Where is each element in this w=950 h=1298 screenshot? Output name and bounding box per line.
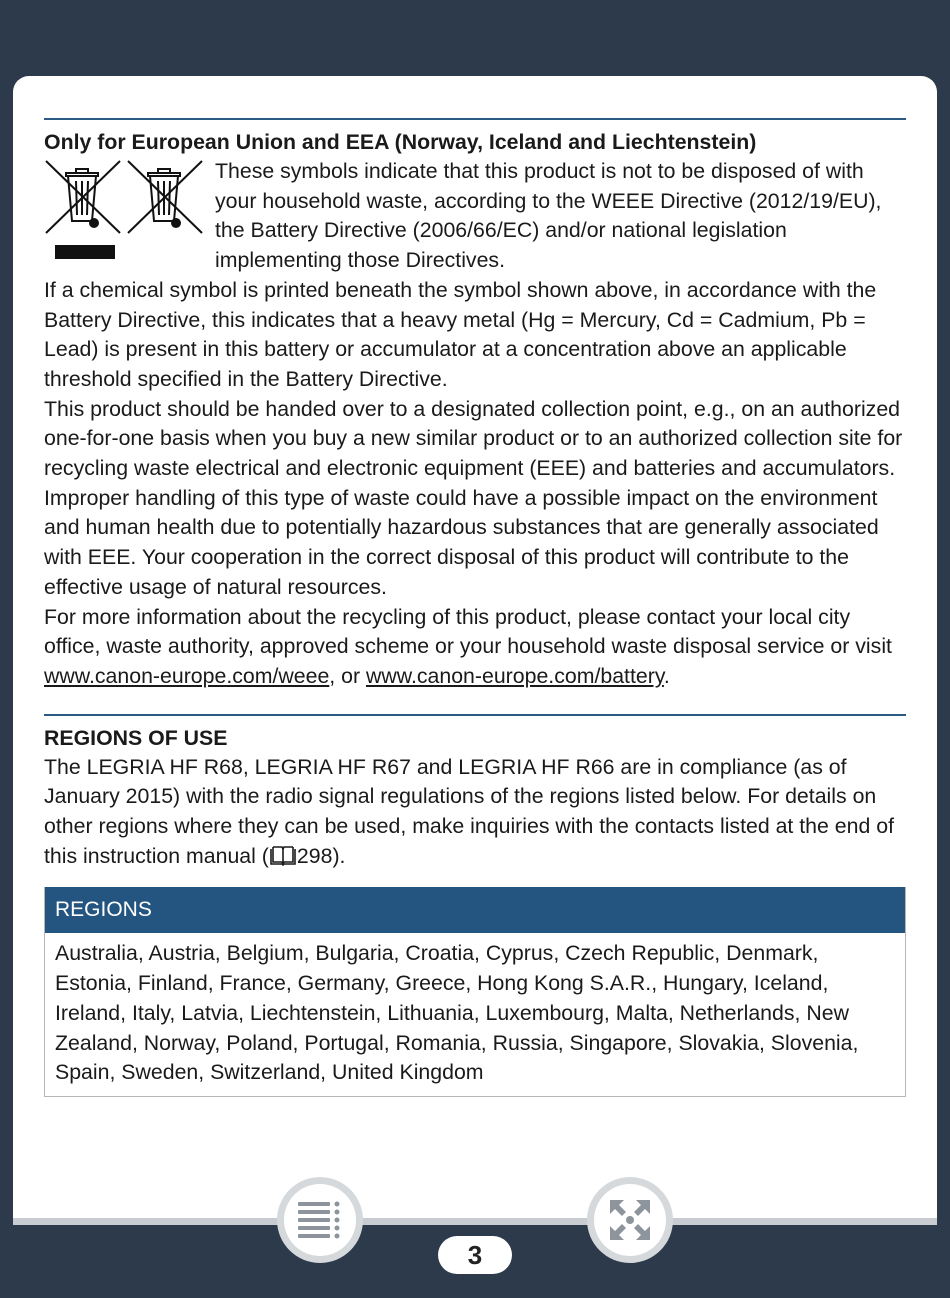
regions-table-body: Australia, Austria, Belgium, Bulgaria, Croatia, Cyprus, Czech Republic, Denmark, Estonia, Finland, France, Germany, Greece, Hong Kong S.A.R., Hungary, Iceland, Ireland, Italy, Latvia, Liechtenstein, Lithuania, Luxembourg, Malta, Netherlands, New Zealand, Norway, Poland, Portugal, Romania, Russia, Singapore, Slovakia, Slovenia, Spain, Sweden, Switzerland, United Kingdom xyxy=(55,941,859,1085)
book-icon xyxy=(269,846,297,866)
section-divider xyxy=(44,118,906,120)
crossed-bin-icon xyxy=(44,159,124,235)
fullscreen-icon xyxy=(608,1198,652,1242)
regions-intro-text: The LEGRIA HF R68, LEGRIA HF R67 and LEGRIA HF R66 are in compliance (as of January 2015) with the radio signal regulations of the regions listed below. For details on other regions where they can be used, make inquiries with the contacts listed at the end of this instruction manual ( xyxy=(44,754,895,868)
page-number: 3 xyxy=(438,1236,512,1274)
info-text: For more information about the recycling of this product, please contact your local city office, waste authority, approved scheme or your household waste disposal service or visit xyxy=(44,604,892,659)
bottom-strip xyxy=(13,1218,937,1225)
regions-table-header: REGIONS xyxy=(45,887,905,933)
collection-paragraph: This product should be handed over to a designated collection point, e.g., on an authorized one-for-one basis when you buy a new similar product or to an authorized collection site for recycling waste electrical and electronic equipment (EEE) and batteries and accumulators. Improper handling of this type of waste could have a possible impact on the environment and human health due to potentially hazardous substances that are generally associated with EEE. Your cooperation in the correct disposal of this product will contribute to the effective usage of natural resources. xyxy=(44,396,903,599)
battery-link[interactable]: www.canon-europe.com/battery xyxy=(365,663,664,688)
weee-bar xyxy=(55,245,115,259)
crossed-bin-icon xyxy=(126,159,206,235)
regions-heading: REGIONS OF USE xyxy=(44,725,228,750)
regions-table xyxy=(44,887,906,1097)
list-menu-icon xyxy=(296,1199,344,1241)
menu-button[interactable] xyxy=(277,1177,363,1263)
info-paragraph xyxy=(44,603,906,692)
weee-link[interactable]: www.canon-europe.com/weee xyxy=(44,663,330,688)
regions-intro xyxy=(44,753,906,872)
chemical-paragraph: If a chemical symbol is printed beneath the symbol shown above, in accordance with the Battery Directive, this indicates that a heavy metal (Hg = Mercury, Cd = Cadmium, Pb = Lead) is present in this battery or accumulator at a concentration above an applicable threshold specified in the Battery Directive. xyxy=(44,277,877,391)
fullscreen-button[interactable] xyxy=(587,1177,673,1263)
regions-intro-end: ). xyxy=(332,843,346,868)
weee-symbols xyxy=(44,157,215,275)
weee-symbols-text: These symbols indicate that this product is not to be disposed of with your household waste, according to the WEEE Directive (2012/19/EU), the Battery Directive (2006/66/EC) and/or national legislation implementing those Directives. xyxy=(215,159,882,273)
info-separator: , or xyxy=(329,663,366,688)
info-end: . xyxy=(663,663,670,688)
page-content xyxy=(44,118,906,1097)
page-reference[interactable]: 298 xyxy=(296,843,333,868)
weee-symbols-row xyxy=(44,157,906,276)
weee-heading: Only for European Union and EEA (Norway, Iceland and Liechtenstein) xyxy=(44,130,757,154)
section-divider xyxy=(44,714,906,716)
